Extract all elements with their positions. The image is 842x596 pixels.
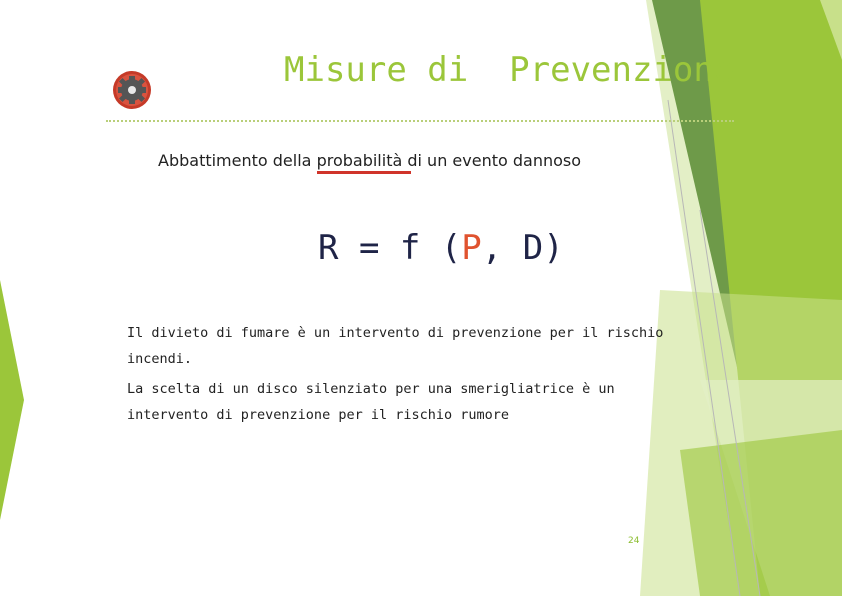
left-decor-triangle (0, 280, 24, 520)
subtitle-pre: Abbattimento della (158, 151, 317, 170)
risk-formula (318, 228, 564, 268)
subtitle-highlight: probabilità (316, 151, 408, 170)
subtitle-post: di un evento dannoso (407, 151, 582, 170)
formula-p: P (461, 228, 482, 268)
title-divider (106, 120, 734, 122)
slide-title: Misure di Prevenzione (284, 50, 735, 90)
paragraph-smoking: Il divieto di fumare è un intervento di prevenzione per il rischio incendi. (127, 325, 664, 367)
page-number: 24 (628, 536, 640, 546)
gear-icon (110, 70, 154, 110)
slide-subtitle (158, 151, 581, 170)
paragraph-grinder: La scelta di un disco silenziato per una smerigliatrice è un intervento di prevenzione per il rischio rumore (127, 381, 615, 423)
formula-post: , D) (481, 228, 564, 268)
right-decor-mid-wedge (680, 430, 842, 596)
formula-pre: R = f ( (318, 228, 462, 268)
